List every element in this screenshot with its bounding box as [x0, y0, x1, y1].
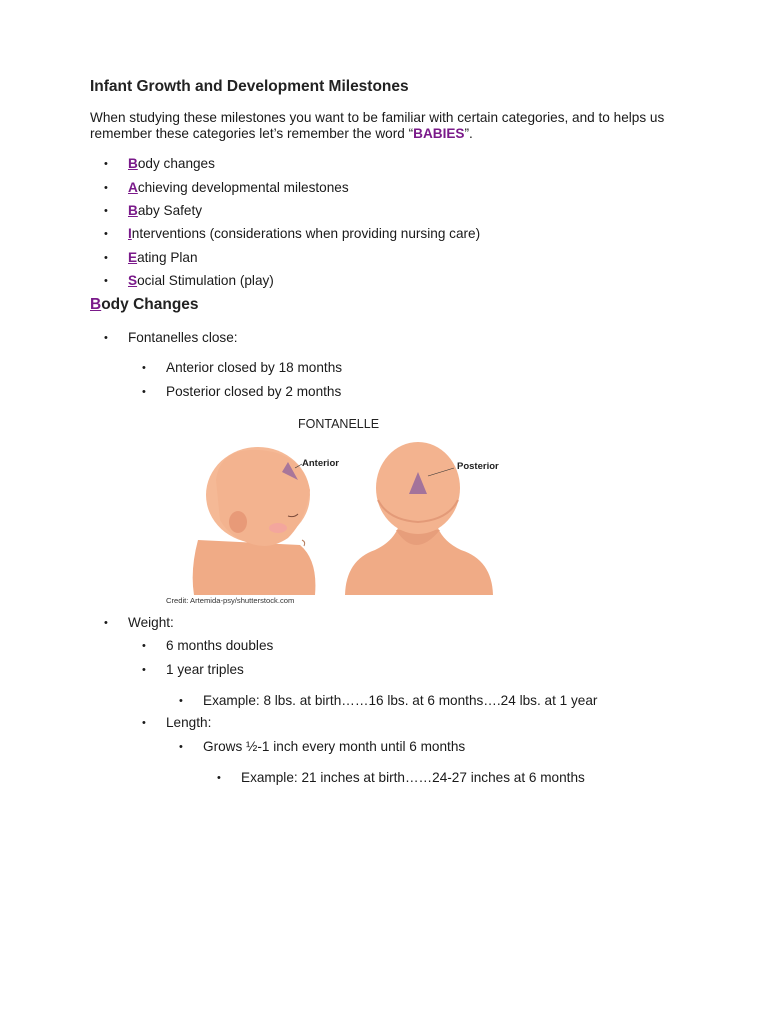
section-heading — [90, 296, 199, 314]
weight-label: Weight: — [128, 615, 174, 630]
bullet-icon: • — [142, 386, 146, 398]
bullet-icon: • — [104, 617, 108, 629]
list-item — [128, 273, 274, 288]
length-label: Length: — [166, 715, 212, 730]
list-item: Posterior closed by 2 months — [166, 384, 342, 399]
bullet-icon: • — [104, 275, 108, 287]
category-text: ody changes — [137, 156, 215, 171]
intro-tail: ”. — [464, 126, 473, 141]
section-text: ody Changes — [101, 296, 199, 313]
bullet-icon: • — [104, 332, 108, 344]
bullet-icon: • — [142, 362, 146, 374]
figure-title: FONTANELLE — [298, 417, 380, 431]
bullet-icon: • — [104, 182, 108, 194]
list-item — [128, 203, 202, 218]
anterior-label: Anterior — [302, 458, 339, 469]
category-letter: A — [128, 180, 138, 195]
length-example: Example: 21 inches at birth……24-27 inches at 6 months — [241, 770, 585, 785]
intro-text: When studying these milestones you want to be familiar with certain categories, and to helps us remember these categories let’s remember the word “ — [90, 110, 665, 141]
fontanelle-figure — [160, 410, 520, 610]
bullet-icon: • — [104, 228, 108, 240]
list-item: 6 months doubles — [166, 638, 274, 653]
list-item — [128, 156, 215, 171]
page-title: Infant Growth and Development Milestones — [90, 78, 409, 95]
list-item: Anterior closed by 18 months — [166, 360, 343, 375]
bullet-icon: • — [142, 717, 146, 729]
category-text: chieving developmental milestones — [137, 180, 349, 195]
category-text: ocial Stimulation (play) — [137, 273, 274, 288]
intro-word: BABIES — [413, 126, 465, 141]
baby-heads-illustration — [160, 410, 520, 595]
bullet-icon: • — [104, 252, 108, 264]
list-item — [128, 180, 349, 195]
list-item: 1 year triples — [166, 662, 244, 677]
category-letter: B — [128, 203, 138, 218]
bullet-icon: • — [142, 664, 146, 676]
intro-paragraph — [90, 110, 690, 142]
bullet-icon: • — [142, 640, 146, 652]
fontanelles-label: Fontanelles close: — [128, 330, 238, 345]
category-text: nterventions (considerations when providing nursing care) — [131, 226, 481, 241]
list-item — [128, 226, 480, 241]
image-credit: Credit: Artemida-psy/shutterstock.com — [166, 596, 295, 605]
bullet-icon: • — [217, 772, 221, 784]
list-item: Grows ½-1 inch every month until 6 months — [203, 739, 466, 754]
category-letter: I — [128, 226, 132, 241]
category-letter: E — [128, 250, 138, 265]
category-text: ating Plan — [137, 250, 198, 265]
side-view-baby — [193, 447, 316, 595]
category-letter: S — [128, 273, 138, 288]
weight-example: Example: 8 lbs. at birth……16 lbs. at 6 months….24 lbs. at 1 year — [203, 693, 598, 708]
bullet-icon: • — [179, 741, 183, 753]
category-text: aby Safety — [137, 203, 203, 218]
section-letter: B — [90, 296, 102, 313]
bullet-icon: • — [104, 158, 108, 170]
category-letter: B — [128, 156, 138, 171]
posterior-label: Posterior — [457, 461, 499, 472]
bullet-icon: • — [104, 205, 108, 217]
list-item — [128, 250, 198, 265]
bullet-icon: • — [179, 695, 183, 707]
